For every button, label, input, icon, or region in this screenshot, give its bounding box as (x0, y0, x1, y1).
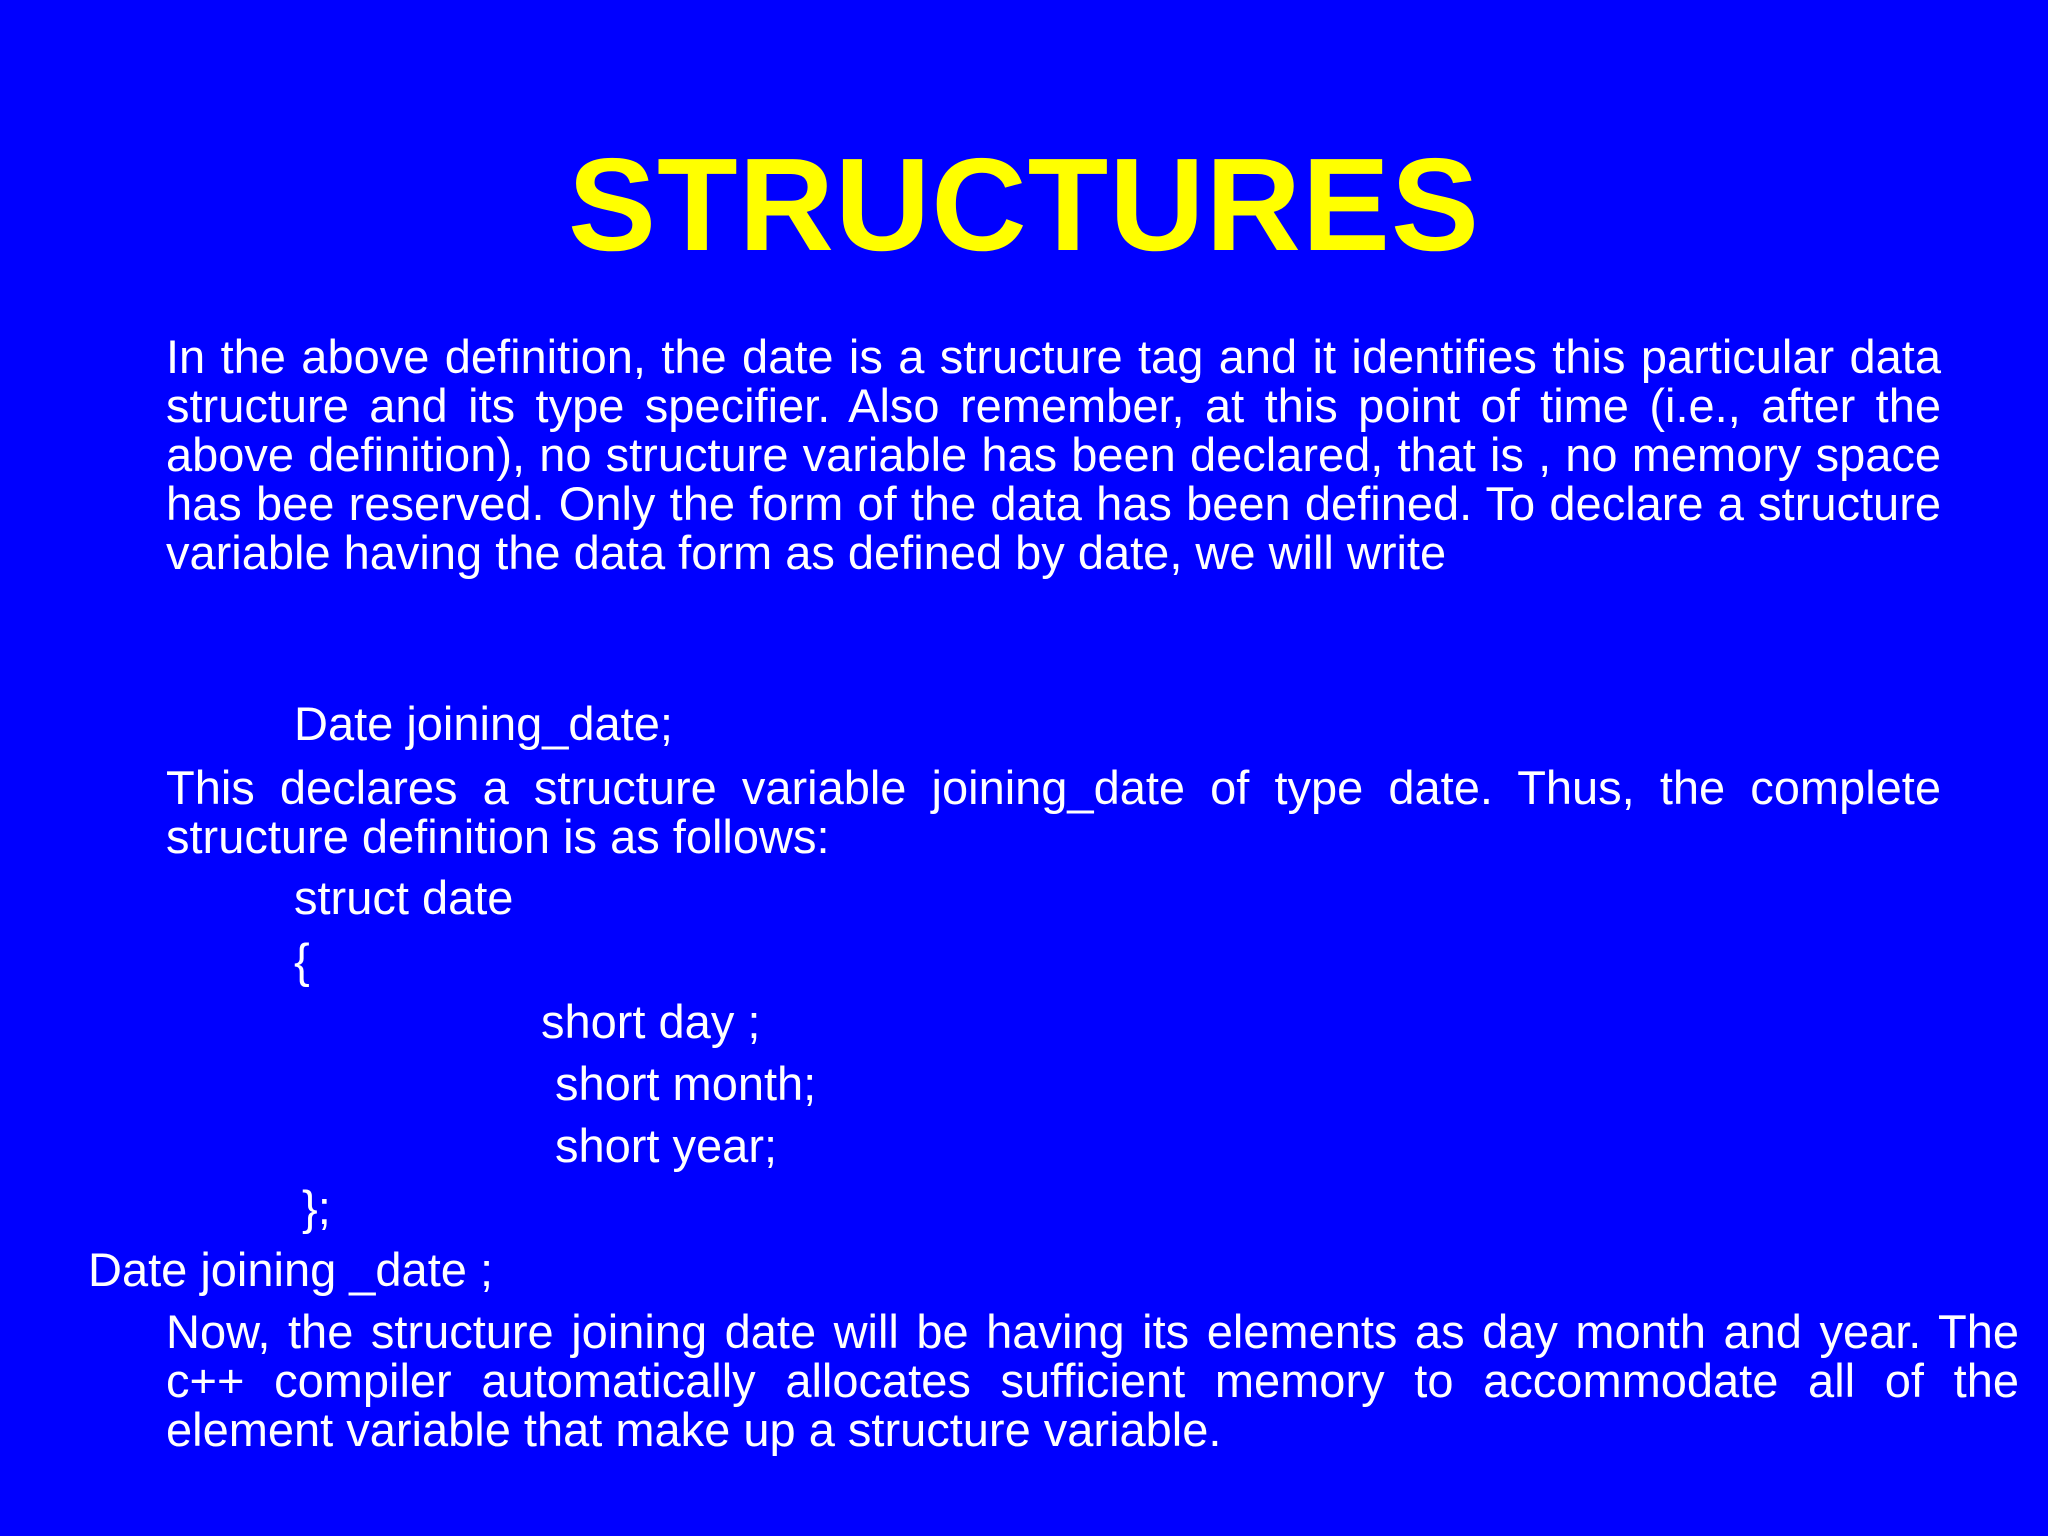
declaration-line: Date joining_date; (294, 697, 673, 750)
declaration-line-2: Date joining _date ; (88, 1243, 494, 1296)
code-member-year: short year; (555, 1119, 778, 1172)
paragraph-definition: In the above definition, the date is a structure tag and it identifies this particular data structure and its type specifier. Also remember, at this point of time (i.e., after the above definition), no structure variable has been declared, that is , no memory space has bee reserved. Only the form of the data has been defined. To declare a structure variable having the data form as defined by date, we will write (166, 330, 1941, 579)
code-open-brace: { (294, 934, 310, 987)
paragraph-declares: This declares a structure variable joining_date of type date. Thus, the complete structure definition is as follows: (166, 761, 1941, 863)
code-member-day: short day ; (541, 995, 761, 1048)
slide-title: STRUCTURES (567, 131, 1481, 278)
code-member-month: short month; (555, 1057, 817, 1110)
code-close-brace: }; (302, 1181, 331, 1234)
code-struct-line: struct date (294, 871, 514, 924)
paragraph-elements: Now, the structure joining date will be having its elements as day month and year. The c++ compiler automatically allocates sufficient memory to accommodate all of the element variable that make up a structure variable. (166, 1305, 2019, 1456)
